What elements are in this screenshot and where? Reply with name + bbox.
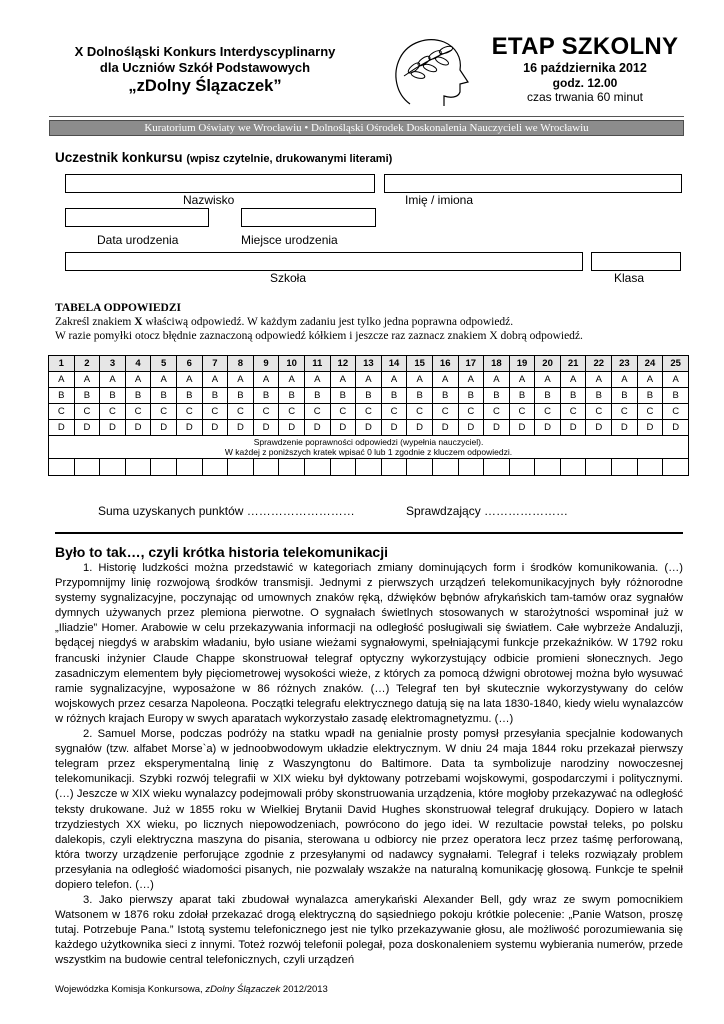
answer-cell[interactable]: C — [586, 404, 612, 420]
answer-cell[interactable]: B — [49, 388, 75, 404]
answer-cell[interactable]: D — [151, 420, 177, 436]
answer-cell[interactable]: D — [458, 420, 484, 436]
answer-cell[interactable]: C — [304, 404, 330, 420]
answer-cell[interactable]: A — [432, 372, 458, 388]
option-row-c — [49, 404, 689, 420]
footer-end: 2012/2013 — [280, 984, 328, 995]
instructions-line1-end: właściwą odpowiedź. W każdym zadaniu jest tylko jedna poprawna odpowiedź. — [142, 316, 514, 328]
answer-cell[interactable]: C — [535, 404, 561, 420]
question-number: 5 — [151, 356, 177, 372]
answer-cell[interactable]: A — [100, 372, 126, 388]
score-cell[interactable] — [432, 459, 458, 476]
answer-cell[interactable]: D — [304, 420, 330, 436]
answer-cell[interactable]: D — [432, 420, 458, 436]
score-cell[interactable] — [125, 459, 151, 476]
school-field[interactable] — [65, 252, 583, 271]
organizers-banner: Kuratorium Oświaty we Wrocławiu • Dolnośląski Ośrodek Doskonalenia Nauczycieli we Wrocławiu — [49, 120, 684, 136]
class-label: Klasa — [614, 271, 645, 285]
answer-cell[interactable]: A — [509, 372, 535, 388]
instructions-line1-start: Zakreśl znakiem — [55, 316, 135, 328]
answer-cell[interactable]: C — [484, 404, 510, 420]
answer-cell[interactable]: C — [612, 404, 638, 420]
answer-cell[interactable]: C — [176, 404, 202, 420]
question-number: 20 — [535, 356, 561, 372]
contest-name: „zDolny Ślązaczek” — [128, 77, 282, 95]
score-cell[interactable] — [586, 459, 612, 476]
score-cell[interactable] — [279, 459, 305, 476]
contest-heading — [40, 44, 370, 96]
answer-cell[interactable]: C — [49, 404, 75, 420]
check-note-line1: Sprawdzenie poprawności odpowiedzi (wypełnia nauczyciel). — [253, 437, 484, 447]
answer-cell[interactable]: A — [151, 372, 177, 388]
birth-place-field[interactable] — [241, 208, 376, 227]
answer-cell[interactable]: B — [560, 388, 586, 404]
answer-cell[interactable]: A — [176, 372, 202, 388]
checker: Sprawdzający ………………… — [406, 504, 569, 518]
school-label: Szkoła — [270, 271, 307, 285]
answer-cell[interactable]: D — [586, 420, 612, 436]
question-number: 8 — [228, 356, 254, 372]
option-row-b — [49, 388, 689, 404]
answer-cell[interactable]: D — [484, 420, 510, 436]
answer-cell[interactable]: C — [432, 404, 458, 420]
answer-cell[interactable]: A — [612, 372, 638, 388]
check-note — [49, 436, 689, 459]
question-number: 25 — [663, 356, 689, 372]
answer-cell[interactable]: A — [356, 372, 382, 388]
answer-cell[interactable]: C — [407, 404, 433, 420]
answer-cell[interactable]: A — [125, 372, 151, 388]
score-row — [49, 459, 689, 476]
answer-cell[interactable]: C — [253, 404, 279, 420]
answer-cell[interactable]: B — [356, 388, 382, 404]
section-divider — [55, 532, 683, 534]
answer-cell[interactable]: D — [100, 420, 126, 436]
score-cell[interactable] — [407, 459, 433, 476]
surname-field[interactable] — [65, 174, 375, 193]
score-cell[interactable] — [458, 459, 484, 476]
answer-cell[interactable]: B — [586, 388, 612, 404]
score-cell[interactable] — [202, 459, 228, 476]
question-number: 23 — [612, 356, 638, 372]
score-cell[interactable] — [74, 459, 100, 476]
answer-cell[interactable]: C — [458, 404, 484, 420]
answer-cell[interactable]: D — [560, 420, 586, 436]
answer-cell[interactable]: B — [253, 388, 279, 404]
answer-cell[interactable]: B — [535, 388, 561, 404]
footer-start: Wojewódzka Komisja Konkursowa, — [55, 984, 206, 995]
name-field[interactable] — [384, 174, 682, 193]
head-laurel-logo-icon — [388, 30, 480, 110]
answer-cell[interactable]: A — [279, 372, 305, 388]
check-note-row — [49, 436, 689, 459]
answer-cell[interactable]: A — [330, 372, 356, 388]
score-cell[interactable] — [484, 459, 510, 476]
answer-cell[interactable]: C — [151, 404, 177, 420]
stage-time: godz. 12.00 — [552, 76, 618, 90]
answer-cell[interactable]: B — [432, 388, 458, 404]
stage-info — [480, 33, 690, 105]
answer-cell[interactable]: B — [228, 388, 254, 404]
answer-cell[interactable]: C — [560, 404, 586, 420]
answer-cell[interactable]: C — [381, 404, 407, 420]
question-number: 24 — [637, 356, 663, 372]
participant-heading — [55, 150, 392, 165]
score-cell[interactable] — [381, 459, 407, 476]
answer-cell[interactable]: D — [49, 420, 75, 436]
birth-date-label: Data urodzenia — [97, 233, 179, 247]
answer-cell[interactable]: C — [509, 404, 535, 420]
answer-cell[interactable]: D — [356, 420, 382, 436]
answer-cell[interactable]: A — [304, 372, 330, 388]
answers-instructions — [55, 301, 583, 343]
score-cell[interactable] — [560, 459, 586, 476]
answer-cell[interactable]: A — [74, 372, 100, 388]
stage-date: 16 października 2012 — [523, 61, 647, 75]
answer-cell[interactable]: B — [330, 388, 356, 404]
answer-cell[interactable]: C — [202, 404, 228, 420]
score-cell[interactable] — [612, 459, 638, 476]
answers-table-title: TABELA ODPOWIEDZI — [55, 302, 181, 314]
footer-contest-name: zDolny Ślązaczek — [205, 984, 281, 995]
answer-cell[interactable]: B — [202, 388, 228, 404]
contest-line2: dla Uczniów Szkół Podstawowych — [99, 60, 311, 75]
instructions-mark: X — [134, 316, 143, 328]
stage-title: ETAP SZKOLNY — [491, 33, 679, 60]
answer-cell[interactable]: B — [304, 388, 330, 404]
score-cell[interactable] — [253, 459, 279, 476]
answer-cell[interactable]: D — [279, 420, 305, 436]
footer — [55, 984, 328, 995]
essay-title: Było to tak…, czyli krótka historia telekomunikacji — [55, 544, 388, 560]
answer-cell[interactable]: B — [125, 388, 151, 404]
score-cell[interactable] — [637, 459, 663, 476]
answer-cell[interactable]: B — [637, 388, 663, 404]
answer-cell[interactable]: D — [253, 420, 279, 436]
answer-cell[interactable]: A — [458, 372, 484, 388]
question-number: 18 — [484, 356, 510, 372]
answer-cell[interactable]: D — [176, 420, 202, 436]
essay-paragraph-2: 2. Samuel Morse, podczas podróży na statku wpadł na genialnie prosty pomysł przesyłania specjalnie kodowanych sygnałów (tzw. alfabet Morse`a) w jednoobwodowym układzie elektrycznym. W dniu 24 maja 1844 roku przekazał pierwszy telegram przez eksperymentalną linię z Waszyngtonu do Baltimore. Data ta symbolizuje narodziny nowoczesnej telekomunikacji. Szybki rozwój telegrafii w XIX wieku był dyktowany potrzebami wojskowymi, gospodarczymi i politycznymi. (…) Jeszcze w XIX wieku wynalazcy podejmowali próby skonstruowania urządzenia, które mogłoby przekazywać na odległość teksty drukowane. Już w 1855 roku w Wielkiej Brytanii David Hughes skonstruował telegraf drukujący. Dopiero w latach trzydziestych XX wieku, po licznych niepowodzeniach, powrócono do jego idei. W rezultacie powstał teleks, po polsku dalekopis, czyli elektryczna maszyna do pisania, sterowana u odbiorcy nie przez operatora lecz przez taśmę perforowaną, która tworzy urządzenie perforujące zgodnie z przesyłanymi od nadawcy sygnałami. Telegraf i teleks rozwiązały problem przesyłania na odległość wiadomości pisanych, nie pozwalały wszakże na naturalną komunikację głosową. Funkcje te spełnił dopiero telefon. (…) — [55, 728, 683, 891]
answer-cell[interactable]: B — [407, 388, 433, 404]
question-number: 19 — [509, 356, 535, 372]
instructions-line2: W razie pomyłki otocz błędnie zaznaczoną odpowiedź kółkiem i jeszcze raz zaznacz znakiem X dobrą odpowiedź. — [55, 330, 583, 342]
answer-cell[interactable]: A — [407, 372, 433, 388]
question-number: 9 — [253, 356, 279, 372]
essay-body — [55, 561, 683, 969]
answer-cell[interactable]: B — [100, 388, 126, 404]
answer-cell[interactable]: A — [253, 372, 279, 388]
answer-cell[interactable]: C — [637, 404, 663, 420]
answer-cell[interactable]: D — [228, 420, 254, 436]
answer-cell[interactable]: D — [663, 420, 689, 436]
score-cell[interactable] — [304, 459, 330, 476]
question-number: 22 — [586, 356, 612, 372]
question-number: 16 — [432, 356, 458, 372]
question-number: 13 — [356, 356, 382, 372]
question-number: 7 — [202, 356, 228, 372]
birth-place-label: Miejsce urodzenia — [241, 233, 338, 247]
question-number: 10 — [279, 356, 305, 372]
score-cell[interactable] — [49, 459, 75, 476]
answer-cell[interactable]: D — [125, 420, 151, 436]
banner-top-rule — [49, 116, 684, 117]
answer-cell[interactable]: A — [228, 372, 254, 388]
answer-cell[interactable]: C — [125, 404, 151, 420]
answer-cell[interactable]: A — [484, 372, 510, 388]
answer-cell[interactable]: D — [202, 420, 228, 436]
surname-label: Nazwisko — [183, 193, 235, 207]
answer-cell[interactable]: D — [407, 420, 433, 436]
answer-cell[interactable]: A — [637, 372, 663, 388]
answer-cell[interactable]: C — [74, 404, 100, 420]
question-number: 17 — [458, 356, 484, 372]
question-number: 4 — [125, 356, 151, 372]
answer-cell[interactable]: B — [458, 388, 484, 404]
class-field[interactable] — [591, 252, 681, 271]
answer-cell[interactable]: B — [74, 388, 100, 404]
answer-cell[interactable]: C — [663, 404, 689, 420]
points-sum: Suma uzyskanych punktów ……………………… — [98, 504, 355, 518]
question-number: 15 — [407, 356, 433, 372]
question-number: 1 — [49, 356, 75, 372]
check-note-line2: W każdej z poniższych kratek wpisać 0 lub 1 zgodnie z kluczem odpowiedzi. — [224, 447, 513, 457]
answer-cell[interactable]: B — [279, 388, 305, 404]
answer-cell[interactable]: C — [356, 404, 382, 420]
answer-cell[interactable]: B — [612, 388, 638, 404]
answer-cell[interactable]: B — [484, 388, 510, 404]
score-cell[interactable] — [228, 459, 254, 476]
answer-cell[interactable]: A — [535, 372, 561, 388]
numbers-row — [49, 356, 689, 372]
answer-cell[interactable]: B — [663, 388, 689, 404]
answer-cell[interactable]: C — [279, 404, 305, 420]
option-row-d — [49, 420, 689, 436]
score-cell[interactable] — [330, 459, 356, 476]
answer-cell[interactable]: A — [663, 372, 689, 388]
question-number: 14 — [381, 356, 407, 372]
answer-cell[interactable]: A — [202, 372, 228, 388]
answer-cell[interactable]: C — [100, 404, 126, 420]
essay-paragraph-1: 1. Historię ludzkości można przedstawić w kategoriach zmiany dominujących form i środków komunikowania. (…) Przypomnijmy linię rozwojową środków transmisji. Jednymi z pierwszych urządzeń telekomunikacyjnych były różnorodne systemy sygnalizacyjne, poczynając od umownych znaków ręką, dźwięków bębnów afrykańskich tam-tamów oraz sygnałów dymnych używanych przez plemiona pierwotne. O sygnałach świetlnych stosowanych w starożytności wspominał już w „Iliadzie” Homer. Arabowie w celu przekazywania informacji na odległość posługiwali się światłem. Całe wybrzeże Andaluzji, będącej niegdyś w arabskim władaniu, było usiane wieżami sygnałowymi, spełniającymi funkcje przekaźników. W 1792 roku francuski inżynier Claude Chappe skonstruował telegraf optyczny wykorzystujący odbicie promieni słonecznych. Jego zasadniczym elementem były pięciometrowej wysokości wieże, z których za pomocą dźwigni obrotowej można było wysuwać ramie sygnalizacyjne, wyposażone w 86 różnych znaków. (…) Telegraf ten był skutecznie wykorzystywany do celów wojskowych przez cesarza Napoleona. Początki telegrafu elektrycznego datują się na lata 1830-1840, kiedy wielu wynalazców w różnych krajach Europy w swych aparatach wykorzystało zasadę elektromagnetyzmu. (…) — [55, 562, 683, 725]
score-cell[interactable] — [663, 459, 689, 476]
participant-subtitle: (wpisz czytelnie, drukowanymi literami) — [186, 153, 393, 165]
answer-cell[interactable]: D — [509, 420, 535, 436]
answers-table — [48, 355, 689, 476]
option-row-a — [49, 372, 689, 388]
stage-duration: czas trwania 60 minut — [526, 90, 644, 104]
answer-cell[interactable]: C — [228, 404, 254, 420]
score-cell[interactable] — [176, 459, 202, 476]
question-number: 2 — [74, 356, 100, 372]
answer-cell[interactable]: A — [49, 372, 75, 388]
participant-title: Uczestnik konkursu — [55, 150, 183, 165]
contest-line1: X Dolnośląski Konkurs Interdyscyplinarny — [74, 44, 336, 59]
answer-cell[interactable]: D — [637, 420, 663, 436]
score-cell[interactable] — [151, 459, 177, 476]
answer-cell[interactable]: B — [509, 388, 535, 404]
answer-cell[interactable]: A — [586, 372, 612, 388]
question-number: 11 — [304, 356, 330, 372]
essay-paragraph-3: 3. Jako pierwszy aparat taki zbudował wynalazca amerykański Alexander Bell, gdy wraz ze swym pomocnikiem Watsonem w 1876 roku zdołał przekazać drogą elektryczną do sąsiedniego pokoju krótkie polecenie: „Panie Watson, proszę tutaj. Potrzebuje Pana.” Istotą systemu telefonicznego jest nie tylko przekazywanie głosu, ale możliwość porozumiewania się każdego użytkownika sieci z innymi. Toteż rozwój telefonii polegał, poza doskonaleniem systemu wybierania numerów, przede wszystkim na budowie central telefonicznych, czyli urządzeń — [55, 894, 683, 967]
name-label: Imię / imiona — [405, 193, 474, 207]
answer-cell[interactable]: B — [151, 388, 177, 404]
answer-cell[interactable]: B — [176, 388, 202, 404]
answer-cell[interactable]: D — [535, 420, 561, 436]
question-number: 21 — [560, 356, 586, 372]
birth-date-field[interactable] — [65, 208, 209, 227]
question-number: 12 — [330, 356, 356, 372]
answer-cell[interactable]: B — [381, 388, 407, 404]
question-number: 3 — [100, 356, 126, 372]
answer-cell[interactable]: D — [74, 420, 100, 436]
answer-cell[interactable]: D — [330, 420, 356, 436]
answer-cell[interactable]: A — [560, 372, 586, 388]
answer-cell[interactable]: C — [330, 404, 356, 420]
score-cell[interactable] — [509, 459, 535, 476]
score-cell[interactable] — [100, 459, 126, 476]
answer-cell[interactable]: A — [381, 372, 407, 388]
answer-cell[interactable]: D — [612, 420, 638, 436]
score-cell[interactable] — [356, 459, 382, 476]
score-cell[interactable] — [535, 459, 561, 476]
question-number: 6 — [176, 356, 202, 372]
answer-cell[interactable]: D — [381, 420, 407, 436]
